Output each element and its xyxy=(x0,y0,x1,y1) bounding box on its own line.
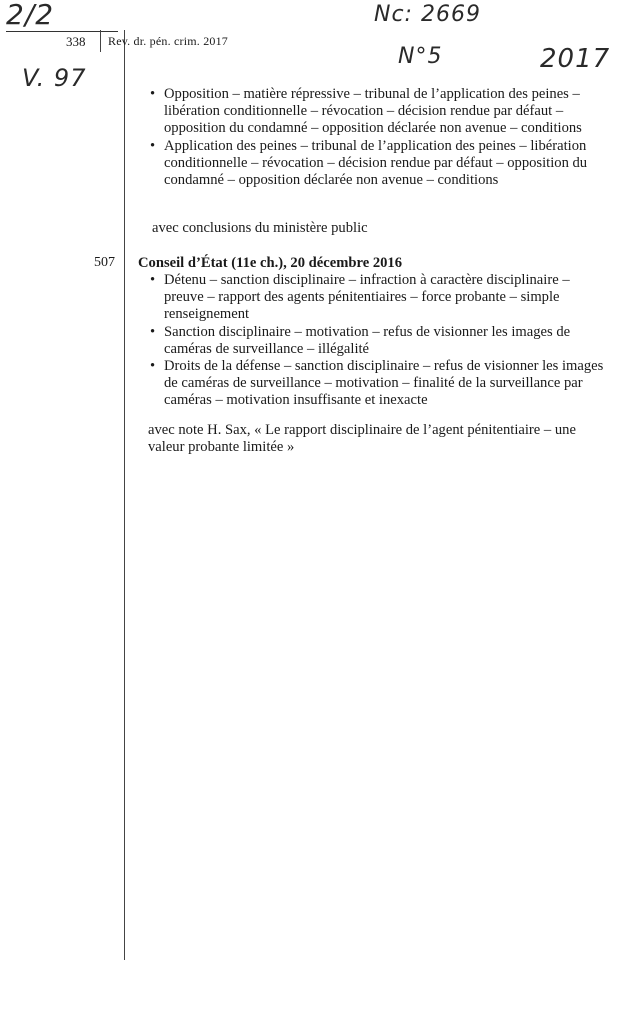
header-divider xyxy=(100,30,101,52)
keyword-item: • Application des peines – tribunal de l’application des peines – libération conditionnelle – révocation – décision rendue par défaut – opposition du condamné – opposition déclarée non avenue – conditions xyxy=(138,138,606,190)
handwritten-page-ref: 2/2 xyxy=(6,0,55,31)
entry-keywords xyxy=(138,272,606,410)
header-rule xyxy=(6,31,118,32)
running-head: Rev. dr. pén. crim. 2017 xyxy=(108,34,229,48)
entry-comment: avec note H. Sax, « Le rapport disciplinaire de l’agent pénitentiaire – une valeur probante limitée » xyxy=(148,422,576,456)
entry-title: Conseil d’État (11e ch.), 20 décembre 2016 xyxy=(138,255,403,271)
handwritten-catalog-number: Nc: 2669 xyxy=(374,2,481,27)
handwritten-volume: V. 97 xyxy=(22,64,87,92)
keyword-item: • Opposition – matière répressive – tribunal de l’application des peines – libération conditionnelle – révocation – décision rendue par défaut – opposition du condamné – opposition déclarée non avenue – conditions xyxy=(138,86,606,138)
previous-entry-comment: avec conclusions du ministère public xyxy=(152,220,368,236)
keyword-item: • Détenu – sanction disciplinaire – infraction à caractère disciplinaire – preuve – rapport des agents pénitentiaires – force probante – simple renseignement xyxy=(138,272,606,324)
keyword-item: • Sanction disciplinaire – motivation – refus de visionner les images de caméras de surveillance – illégalité xyxy=(138,324,606,358)
page-number: 338 xyxy=(66,34,86,49)
margin-rule xyxy=(124,30,125,960)
handwritten-year: 2017 xyxy=(540,44,611,74)
entry-number: 507 xyxy=(94,255,115,270)
handwritten-issue-number: N°5 xyxy=(398,44,443,69)
previous-entry-keywords xyxy=(138,86,606,189)
keyword-item: • Droits de la défense – sanction disciplinaire – refus de visionner les images de caméras de surveillance – motivation – finalité de la surveillance par caméras – motivation insuffisante et inexacte xyxy=(138,358,606,410)
